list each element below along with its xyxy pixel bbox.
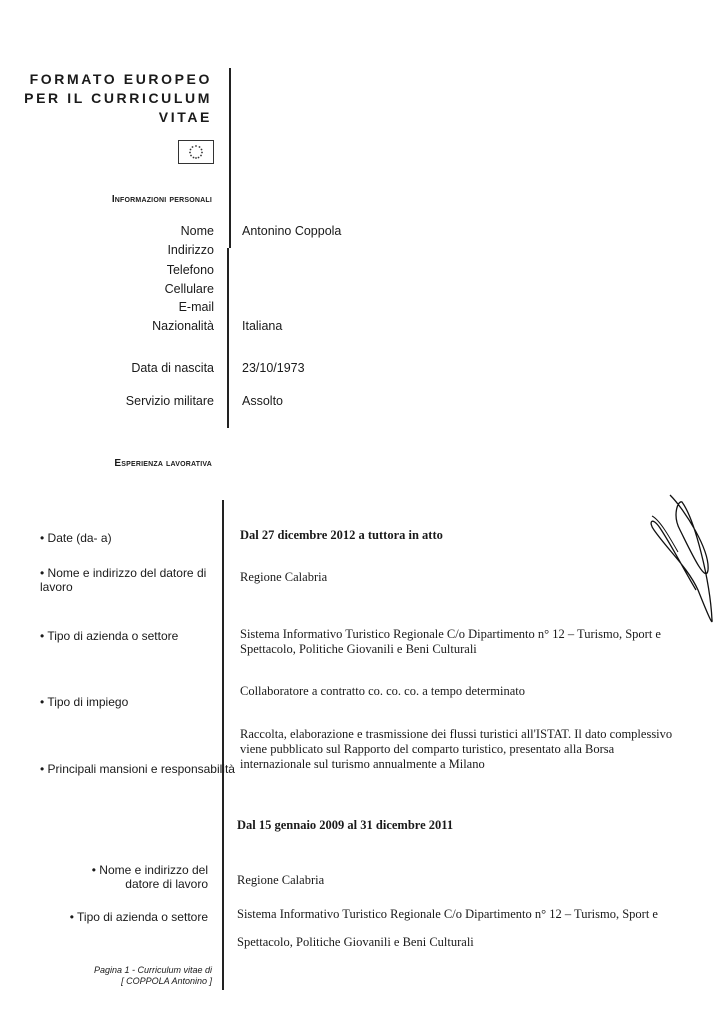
job1-duties: Raccolta, elaborazione e trasmissione dei flussi turistici all'ISTAT. Il dato complessivo viene pubblicato sul Rapporto del comparto turistico, presentato alla Borsa internazionale sul turismo annualmente a Milano [240, 727, 673, 771]
cv-title-line2: PER IL CURRICULUM [24, 90, 212, 106]
label-sector: • Tipo di azienda o settore [40, 629, 179, 643]
job2-sector-line2: Spettacolo, Politiche Giovanili e Beni Culturali [237, 935, 474, 949]
label-employer: • Nome e indirizzo del datore di lavoro [40, 566, 207, 594]
label-nome: Nome [180, 224, 214, 238]
label-duties: • Principali mansioni e responsabilità [40, 762, 235, 776]
label-indirizzo: Indirizzo [167, 243, 214, 257]
footer-line2: [ COPPOLA Antonino ] [121, 976, 212, 986]
job2-label-employer: • Nome e indirizzo del datore di lavoro [91, 863, 208, 891]
cv-title-line3: VITAE [158, 109, 212, 125]
job2-label-sector: • Tipo di azienda o settore [69, 910, 208, 924]
section-work-experience: Esperienza lavorativa [114, 458, 212, 469]
column-divider-lower [222, 500, 224, 990]
job2-employer: Regione Calabria [237, 873, 325, 887]
handwritten-signature [640, 490, 718, 630]
label-nazionalita: Nazionalità [152, 319, 214, 333]
label-data-nascita: Data di nascita [131, 361, 214, 375]
job1-employer: Regione Calabria [240, 570, 328, 584]
label-cellulare: Cellulare [164, 282, 214, 296]
section-personal-info: Informazioni personali [111, 194, 212, 205]
job1-job-type: Collaboratore a contratto co. co. co. a tempo determinato [240, 684, 525, 698]
cv-title-line1: FORMATO EUROPEO [29, 71, 212, 87]
value-servizio-militare: Assolto [242, 394, 283, 408]
label-email: E-mail [178, 300, 214, 314]
label-job-type: • Tipo di impiego [40, 695, 129, 709]
eu-flag-icon [178, 140, 214, 164]
footer-line1: Pagina 1 - Curriculum vitae di [93, 965, 212, 975]
job2-sector-line1: Sistema Informativo Turistico Regionale C/o Dipartimento n° 12 – Turismo, Sport e [237, 907, 658, 921]
label-servizio-militare: Servizio militare [125, 394, 214, 408]
label-dates: • Date (da- a) [40, 531, 112, 545]
value-nome: Antonino Coppola [242, 224, 342, 238]
cv-title [24, 70, 212, 127]
page-footer [94, 965, 212, 987]
value-data-nascita: 23/10/1973 [242, 361, 305, 375]
value-nazionalita: Italiana [242, 319, 283, 333]
job1-dates: Dal 27 dicembre 2012 a tuttora in atto [240, 528, 443, 542]
column-divider-top [229, 68, 231, 248]
label-telefono: Telefono [166, 263, 214, 277]
job1-sector: Sistema Informativo Turistico Regionale C/o Dipartimento n° 12 – Turismo, Sport e Spettacolo, Politiche Giovanili e Beni Culturali [240, 627, 661, 656]
column-divider-middle [227, 248, 229, 428]
job2-dates: Dal 15 gennaio 2009 al 31 dicembre 2011 [237, 818, 454, 832]
